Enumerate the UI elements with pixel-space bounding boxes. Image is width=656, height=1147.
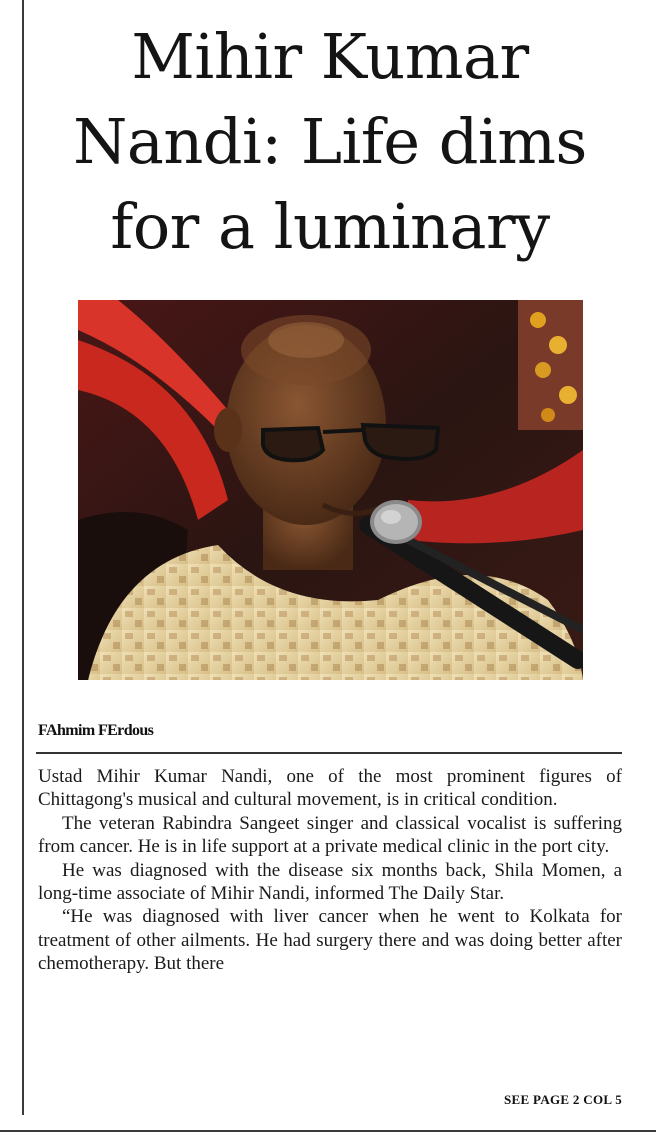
headline: [30, 14, 630, 269]
byline-author: FAhmim FErdous: [38, 722, 154, 739]
headline-line-2: Nandi: Life dims: [73, 105, 587, 178]
singer-photo: [78, 300, 583, 680]
headline-line-1: Mihir Kumar: [131, 20, 529, 93]
column-left-rule: [22, 0, 24, 1115]
page-bottom-rule: [0, 1130, 656, 1132]
article-paragraph-3: He was diagnosed with the disease six months back, Shila Momen, a long-time associate of Mihir Nandi, informed The Daily Star.: [38, 859, 622, 905]
article-paragraph-4: “He was diagnosed with liver cancer when he went to Kolkata for treatment of other ailments. He had surgery there and was doing better after chemotherapy. But there: [38, 906, 622, 975]
headline-line-3: for a luminary: [110, 190, 550, 263]
byline-rule: [36, 752, 622, 754]
continuation-jump-line[interactable]: SEE PAGE 2 COL 5: [504, 1092, 622, 1107]
article-paragraph-1: Ustad Mihir Kumar Nandi, one of the most prominent figures of Chittagong's musical and cultural movement, is in critical condition.: [38, 766, 622, 811]
article-body: [38, 765, 622, 976]
article-paragraph-2: The veteran Rabindra Sangeet singer and classical vocalist is suffering from cancer. He is in life support at a private medical clinic in the port city.: [38, 812, 622, 858]
